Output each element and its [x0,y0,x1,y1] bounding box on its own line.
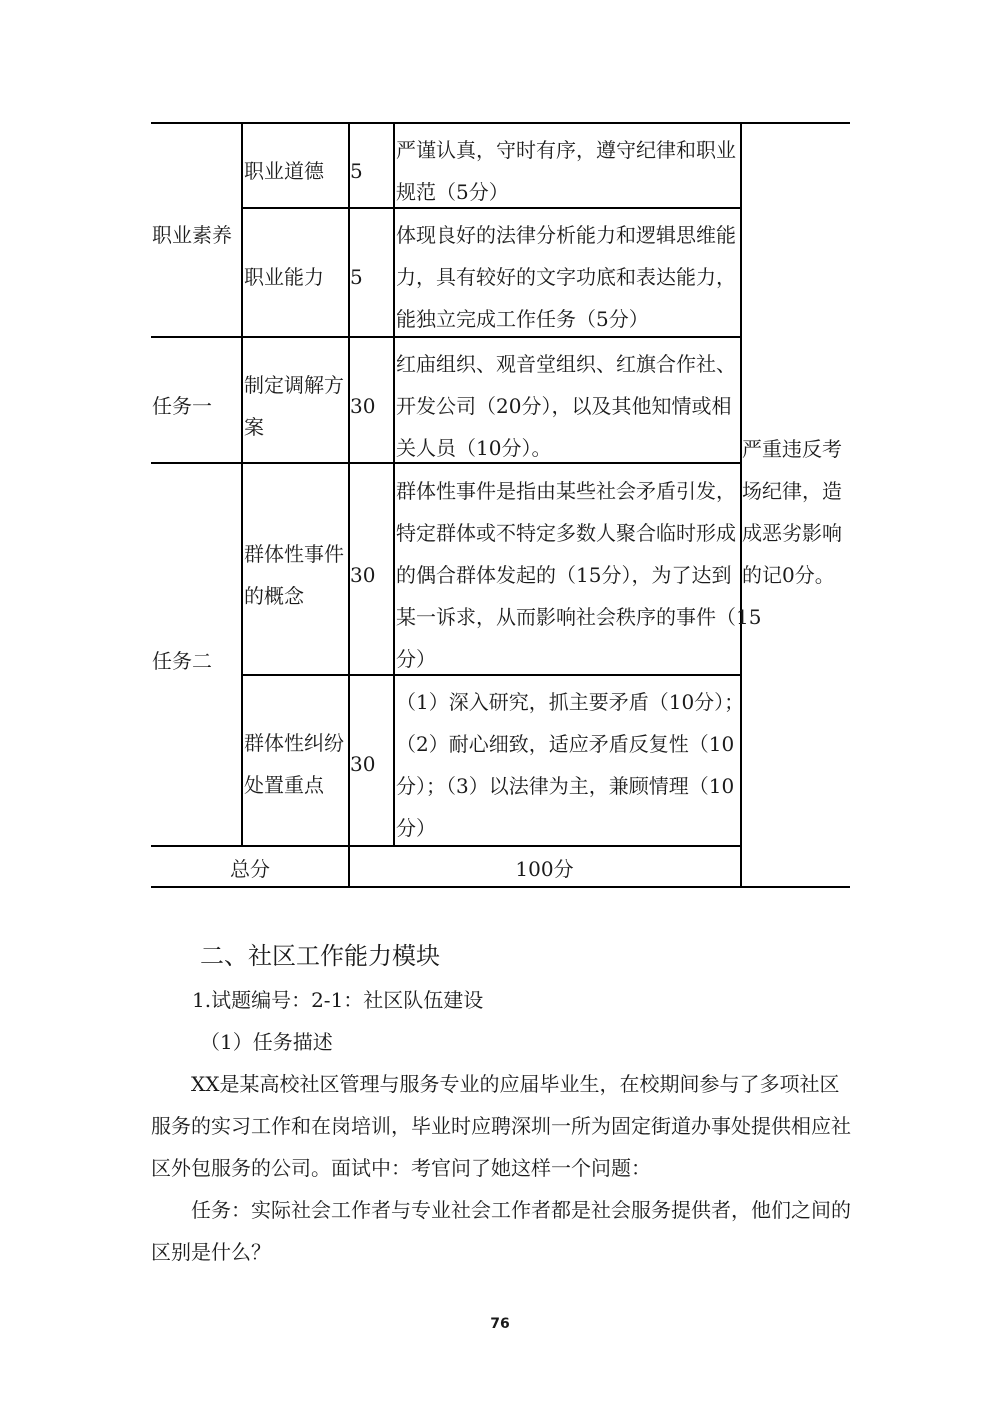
category-cell: 职业素养 [152,223,232,247]
item-cell: 群体性事件 的概念 [244,542,344,608]
item-cell: 制定调解方 案 [244,373,344,439]
col-divider [241,122,243,845]
score-cell: 30 [350,752,376,776]
criteria-cell: 严谨认真，守时有序，遵守纪律和职业 规范（5分） [396,138,736,204]
total-value: 100分 [515,857,574,881]
criteria-cell: （1）深入研究，抓主要矛盾（10分）； （2）耐心细致，适应矛盾反复性（10 分）；（3）以法律为主，兼顾情理（10 分） [396,690,745,840]
page-number: 76 [490,1316,510,1332]
note-cell: 严重违反考 场纪律，造 成恶劣影响 的记0分。 [742,437,842,587]
score-cell: 5 [350,159,363,183]
criteria-cell: 群体性事件是指由某些社会矛盾引发， 特定群体或不特定多数人聚合临时形成 的偶合群体发起的（15分），为了达到 某一诉求，从而影响社会秩序的事件（15 分） [396,479,762,671]
score-cell: 30 [350,563,376,587]
item-cell: 群体性纠纷 处置重点 [244,731,344,797]
table-top-border [151,122,850,124]
col-divider [393,122,395,845]
question-id: 1.试题编号：2-1：社区队伍建设 [192,988,484,1012]
category-cell: 任务二 [152,649,212,673]
total-label: 总分 [230,857,270,881]
item-cell: 职业道德 [244,159,324,183]
subheading: （1）任务描述 [200,1030,333,1054]
paragraph: XX是某高校社区管理与服务专业的应届毕业生，在校期间参与了多项社区 服务的实习工作和在岗培训，毕业时应聘深圳一所为固定街道办事处提供相应社 区外包服务的公司。面试中：考官问了她这样一个问题： [151,1072,851,1180]
score-cell: 5 [350,265,363,289]
item-cell: 职业能力 [244,265,324,289]
criteria-cell: 体现良好的法律分析能力和逻辑思维能 力，具有较好的文字功底和表达能力， 能独立完成工作任务（5分） [396,223,736,331]
score-cell: 30 [350,394,376,418]
paragraph: 任务：实际社会工作者与专业社会工作者都是社会服务提供者，他们之间的 区别是什么？ [151,1198,851,1264]
criteria-cell: 红庙组织、观音堂组织、红旗合作社、 开发公司（20分），以及其他知情或相 关人员（10分）。 [396,352,736,460]
section-title: 二、社区工作能力模块 [200,942,440,970]
category-cell: 任务一 [152,394,212,418]
